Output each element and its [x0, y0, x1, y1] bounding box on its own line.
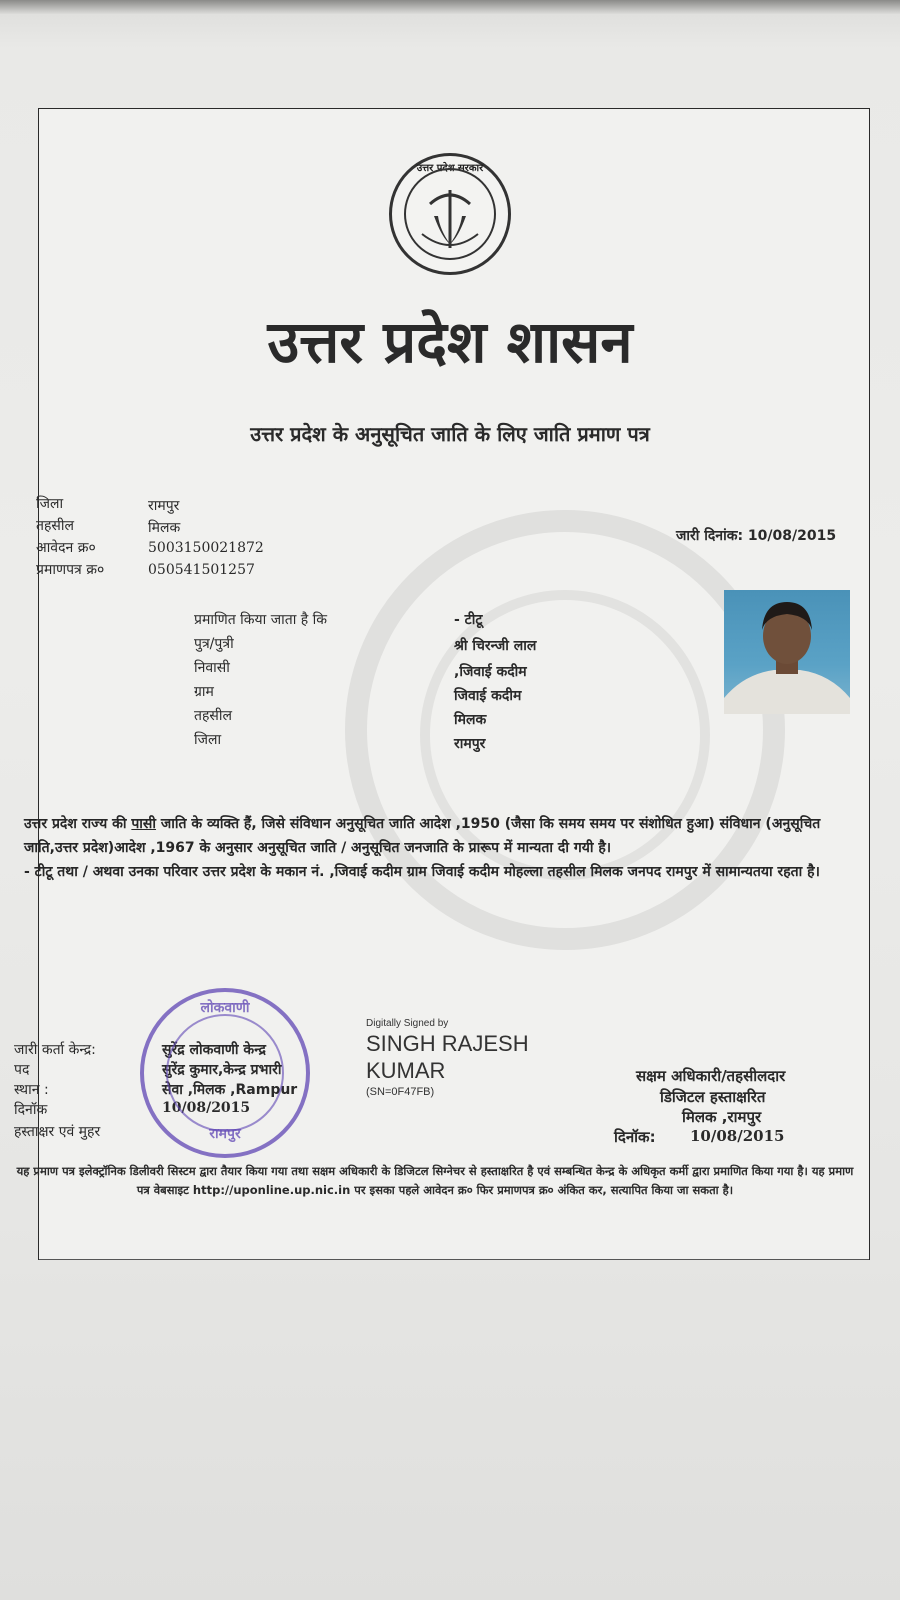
person-photo-icon: [724, 590, 850, 714]
detail-label-resident: निवासी: [194, 660, 230, 676]
detail-value-resident: ,जिवाई कदीम: [454, 664, 527, 680]
detail-value-tehsil: मिलक: [454, 712, 487, 728]
issuer-label-post: पद: [14, 1062, 30, 1078]
issue-date: जारी दिनांक: 10/08/2015: [676, 528, 837, 544]
issuer-label-centre: जारी कर्ता केन्द्र:: [14, 1042, 96, 1058]
emblem-text: उत्तर प्रदेश सरकार: [416, 163, 484, 174]
detail-label-village: ग्राम: [194, 684, 214, 700]
issuer-value-place: सेवा ,मिलक ,Rampur: [162, 1082, 298, 1098]
certificate-body: [24, 812, 854, 884]
detail-value-village: जिवाई कदीम: [454, 688, 522, 704]
detail-value-father: श्री चिरन्जी लाल: [454, 638, 537, 654]
signature-serial: (SN=0F47FB): [366, 1086, 435, 1098]
emblem-fish-bow-icon: [392, 156, 508, 272]
footer-note: यह प्रमाण पत्र इलेक्ट्रॉनिक डिलीवरी सिस्टम द्वारा तैयार किया गया तथा सक्षम अधिकारी के डिजिटल सिग्नेचर से हस्ताक्षरित है एवं सम्बन्धित केन्द्र के अधिकृत कर्मी द्वारा प्रमाणित किया गया है। यह प्रमाण पत्र वेबसाइट http://uponline.up.nic.in पर इसका पहले आवेदन क्र० फिर प्रमाणपत्र क्र० अंकित कर, सत्यापित किया जा सकता है।: [16, 1164, 854, 1197]
top-shadow: [0, 0, 900, 14]
detail-value-name: - टीटू: [454, 612, 483, 628]
meta-value-certificate-no: 050541501257: [148, 562, 255, 578]
meta-value-application-no: 5003150021872: [148, 540, 264, 556]
caste-name: पासी: [131, 816, 157, 832]
meta-label-application-no: आवेदन क्र०: [36, 540, 96, 556]
meta-value-tehsil: मिलक: [148, 520, 181, 536]
stamp-text-bottom: रामपुर: [209, 1126, 241, 1142]
issuer-value-post: सुरेंद्र कुमार,केन्द्र प्रभारी: [162, 1062, 282, 1078]
detail-label-certified: प्रमाणित किया जाता है कि: [194, 612, 328, 628]
signature-caption: Digitally Signed by: [366, 1018, 449, 1029]
meta-label-tehsil: तहसील: [36, 518, 74, 534]
stamp-text-top: लोकवाणी: [200, 1000, 250, 1016]
page-title: उत्तर प्रदेश शासन: [267, 308, 633, 376]
detail-value-district: रामपुर: [454, 736, 486, 752]
authority-digital-signed: डिजिटल हस्ताक्षरित: [660, 1088, 766, 1106]
meta-label-certificate-no: प्रमाणपत्र क्र०: [36, 562, 105, 578]
authority-date: 10/08/2015: [690, 1127, 785, 1145]
issuer-label-sign-seal: हस्ताक्षर एवं मुहर: [14, 1124, 101, 1140]
meta-label-district: जिला: [36, 496, 64, 512]
detail-label-district: जिला: [194, 732, 222, 748]
body-text-b: जाति के व्यक्ति हैं, जिसे संविधान अनुसूचित जाति आदेश ,1950 (जैसा कि समय समय पर संशोधित हुआ) संविधान (अनुसूचित जाति,उत्तर प्रदेश)आदेश ,1967 के अनुसार अनुसूचित जाति / अनुसूचित जनजाति के प्रारूप में मान्यता दी गयी है।: [24, 816, 821, 856]
state-emblem-icon: [389, 153, 511, 275]
body-paragraph-residence: - टीटू तथा / अथवा उनका परिवार उत्तर प्रदेश के मकान नं. ,जिवाई कदीम ग्राम जिवाई कदीम मोहल्ला तहसील मिलक जनपद रामपुर में सामान्यतया रहता है।: [24, 864, 820, 880]
issuer-value-centre: सुरेंद्र लोकवाणी केन्द्र: [162, 1042, 266, 1058]
authority-title: सक्षम अधिकारी/तहसीलदार: [636, 1067, 786, 1085]
rubber-stamp-inner-ring: [166, 1014, 284, 1132]
signer-name-line2: KUMAR: [366, 1058, 446, 1083]
applicant-photo: [724, 590, 850, 714]
meta-value-district: रामपुर: [148, 498, 180, 514]
issuer-label-date: दिनॉक: [14, 1102, 48, 1118]
detail-label-son-daughter: पुत्र/पुत्री: [194, 636, 234, 652]
authority-place: मिलक ,रामपुर: [682, 1108, 762, 1126]
body-text-a: उत्तर प्रदेश राज्य की: [24, 816, 132, 832]
certificate-subtitle: उत्तर प्रदेश के अनुसूचित जाति के लिए जाति प्रमाण पत्र: [250, 422, 650, 446]
authority-date-label: दिनॉक:: [614, 1128, 656, 1146]
footer-divider: [39, 1259, 869, 1260]
issuer-value-date: 10/08/2015: [162, 1100, 251, 1116]
detail-label-tehsil: तहसील: [194, 708, 232, 724]
issuer-label-place: स्थान :: [14, 1082, 49, 1098]
rubber-stamp: [140, 988, 310, 1158]
body-paragraph-caste: [24, 812, 854, 860]
signer-name-line1: SINGH RAJESH: [366, 1031, 529, 1056]
